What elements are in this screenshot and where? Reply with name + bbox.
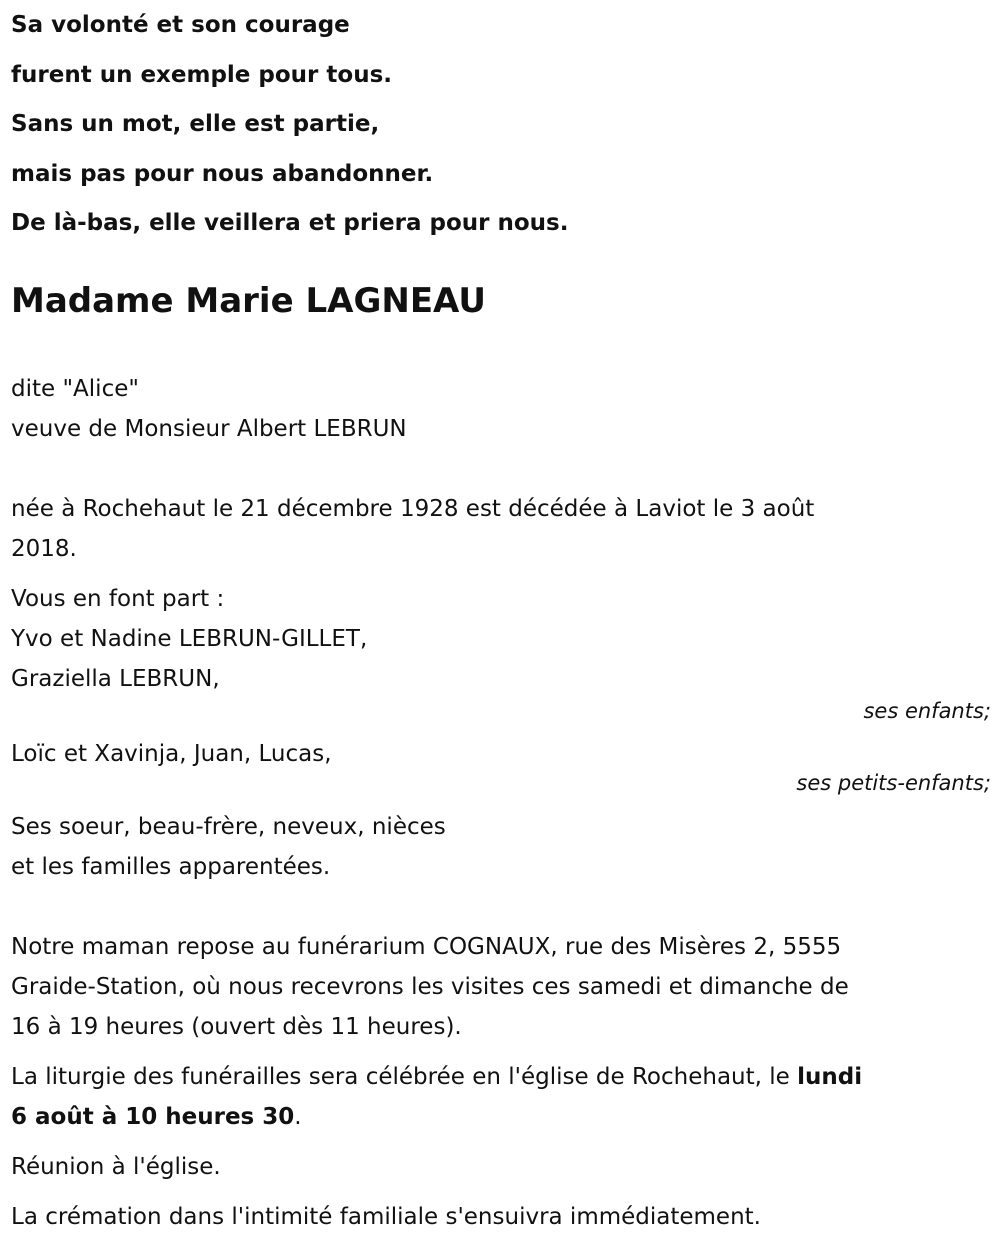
poem-line: De là-bas, elle veillera et priera pour nous. bbox=[11, 210, 569, 236]
widow-of: veuve de Monsieur Albert LEBRUN bbox=[11, 415, 407, 442]
poem-line: furent un exemple pour tous. bbox=[11, 61, 392, 88]
birth-death-line: née à Rochehaut le 21 décembre 1928 est décédée à Laviot le 3 août bbox=[11, 495, 815, 522]
spacer bbox=[11, 723, 991, 737]
grandchildren-label: ses petits-enfants; bbox=[796, 770, 991, 795]
spacer bbox=[11, 323, 991, 369]
nickname: dite "Alice" bbox=[11, 375, 139, 402]
liturgy-text: La liturgie des funérailles sera célébrée en l'église de Rochehaut, le bbox=[11, 1063, 798, 1090]
spacer bbox=[11, 1137, 991, 1147]
family-intro: Vous en font part : bbox=[11, 585, 225, 612]
meeting-note: Réunion à l'église. bbox=[11, 1153, 221, 1180]
spacer bbox=[11, 1187, 991, 1197]
liturgy-time: 6 août à 10 heures 30 bbox=[11, 1103, 295, 1130]
liturgy-end: . bbox=[294, 1103, 302, 1130]
spacer bbox=[11, 569, 991, 579]
funerarium-line: 16 à 19 heures (ouvert dès 11 heures). bbox=[11, 1013, 462, 1040]
others-line: et les familles apparentées. bbox=[11, 853, 331, 880]
deceased-name: Madame Marie LAGNEAU bbox=[11, 280, 486, 321]
spacer bbox=[11, 449, 991, 489]
liturgy-line bbox=[11, 1097, 991, 1137]
cremation-note: La crémation dans l'intimité familiale s'ensuivra immédiatement. bbox=[11, 1203, 761, 1230]
poem-line: mais pas pour nous abandonner. bbox=[11, 160, 434, 187]
child-entry: Graziella LEBRUN, bbox=[11, 665, 220, 692]
liturgy-line bbox=[11, 1057, 991, 1097]
poem bbox=[11, 0, 991, 249]
children-label: ses enfants; bbox=[863, 698, 991, 723]
others-line: Ses soeur, beau-frère, neveux, nièces bbox=[11, 813, 446, 840]
grandchildren-entry: Loïc et Xavinja, Juan, Lucas, bbox=[11, 740, 332, 767]
birth-death-line: 2018. bbox=[11, 535, 77, 562]
spacer bbox=[11, 1047, 991, 1057]
poem-line: Sa volonté et son courage bbox=[11, 12, 350, 38]
obituary-page bbox=[11, 0, 991, 1237]
spacer bbox=[11, 887, 991, 927]
liturgy-day: lundi bbox=[797, 1063, 863, 1090]
funerarium-line: Graide-Station, où nous recevrons les visites ces samedi et dimanche de bbox=[11, 973, 849, 1000]
poem-line: Sans un mot, elle est partie, bbox=[11, 111, 380, 137]
child-entry: Yvo et Nadine LEBRUN-GILLET, bbox=[11, 625, 368, 652]
funerarium-line: Notre maman repose au funérarium COGNAUX, rue des Misères 2, 5555 bbox=[11, 933, 842, 960]
spacer bbox=[11, 795, 991, 807]
